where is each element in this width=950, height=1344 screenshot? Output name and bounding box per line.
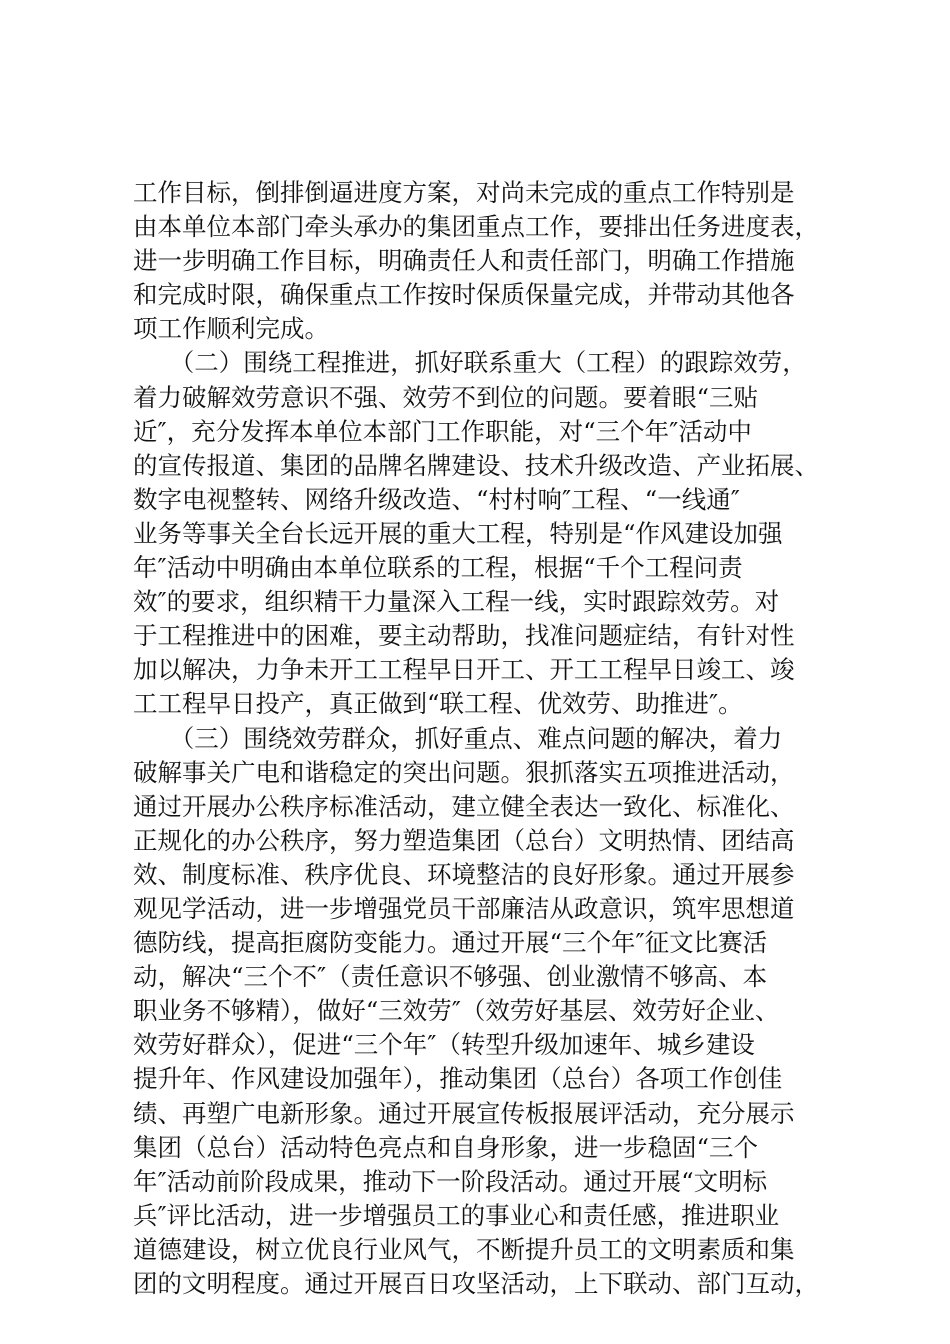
text-line: 通过开展办公秩序标准活动，建立健全表达一致化、标准化、 <box>133 791 795 821</box>
text-line: 年″活动前阶段成果，推动下一阶段活动。通过开展“文明标 <box>133 1166 768 1196</box>
text-line: 数字电视整转、网络升级改造、“村村响″工程、“一线通″ <box>133 484 740 514</box>
text-line: 和完成时限，确保重点工作按时保质保量完成，并带动其他各 <box>133 280 795 310</box>
text-line: 观见学活动，进一步增强党员干部廉洁从政意识，筑牢思想道 <box>133 893 795 923</box>
section-heading-line: （三）围绕效劳群众，抓好重点、难点问题的解决，着力 <box>133 723 783 753</box>
text-line: 团的文明程度。通过开展百日攻坚活动，上下联动、部门互动， <box>133 1269 819 1298</box>
text-line: 项工作顺利完成。 <box>133 314 329 344</box>
text-line: 绩、再塑广电新形象。通过开展宣传板报展评活动，充分展示 <box>133 1098 795 1128</box>
text-line: 兵″评比活动，进一步增强员工的事业心和责任感，推进职业 <box>133 1200 780 1230</box>
body-text <box>133 176 833 1301</box>
text-line: 加以解决，力争未开工工程早日开工、开工工程早日竣工、竣 <box>133 655 795 685</box>
text-line: 于工程推进中的困难，要主动帮助，找准问题症结，有针对性 <box>133 621 795 651</box>
text-line: 由本单位本部门牵头承办的集团重点工作，要排出任务进度表， <box>133 212 819 242</box>
text-line: 工作目标，倒排倒逼进度方案，对尚未完成的重点工作特别是 <box>133 178 795 207</box>
text-line: 近″，充分发挥本单位本部门工作职能，对“三个年″活动中 <box>133 416 752 446</box>
text-line: 正规化的办公秩序，努力塑造集团（总台）文明热情、团结高 <box>133 825 795 855</box>
text-line: 集团（总台）活动特色亮点和自身形象，进一步稳固“三个 <box>133 1132 759 1162</box>
text-line: 进一步明确工作目标，明确责任人和责任部门，明确工作措施 <box>133 246 795 276</box>
text-line: 效″的要求，组织精干力量深入工程一线，实时跟踪效劳。对 <box>133 587 780 617</box>
section-heading-line: （二）围绕工程推进，抓好联系重大（工程）的跟踪效劳， <box>133 348 807 378</box>
text-line: 破解事关广电和谐稳定的突出问题。狠抓落实五项推进活动， <box>133 757 795 787</box>
text-line: 德防线，提高拒腐防变能力。通过开展“三个年″征文比赛活 <box>133 928 768 958</box>
text-line: 效劳好群众），促进“三个年″（转型升级加速年、城乡建设 <box>133 1030 755 1060</box>
text-line: 动，解决“三个不″（责任意识不够强、创业激情不够高、本 <box>133 962 768 992</box>
text-line: 道德建设，树立优良行业风气，不断提升员工的文明素质和集 <box>133 1234 795 1264</box>
text-line: 工工程早日投产，真正做到“联工程、优效劳、助推进″。 <box>133 689 743 719</box>
text-line: 效、制度标准、秩序优良、环境整洁的良好形象。通过开展参 <box>133 859 795 889</box>
text-line: 年″活动中明确由本单位联系的工程，根据“千个工程问责 <box>133 553 743 583</box>
text-line: 业务等事关全台长远开展的重大工程，特别是“作风建设加强 <box>133 518 783 548</box>
text-line: 着力破解效劳意识不强、效劳不到位的问题。要着眼“三贴 <box>133 382 759 412</box>
text-line: 提升年、作风建设加强年），推动集团（总台）各项工作创佳 <box>133 1064 783 1094</box>
text-line: 的宣传报道、集团的品牌名牌建设、技术升级改造、产业拓展、 <box>133 450 819 480</box>
text-line: 职业务不够精），做好“三效劳″（效劳好基层、效劳好企业、 <box>133 996 780 1026</box>
